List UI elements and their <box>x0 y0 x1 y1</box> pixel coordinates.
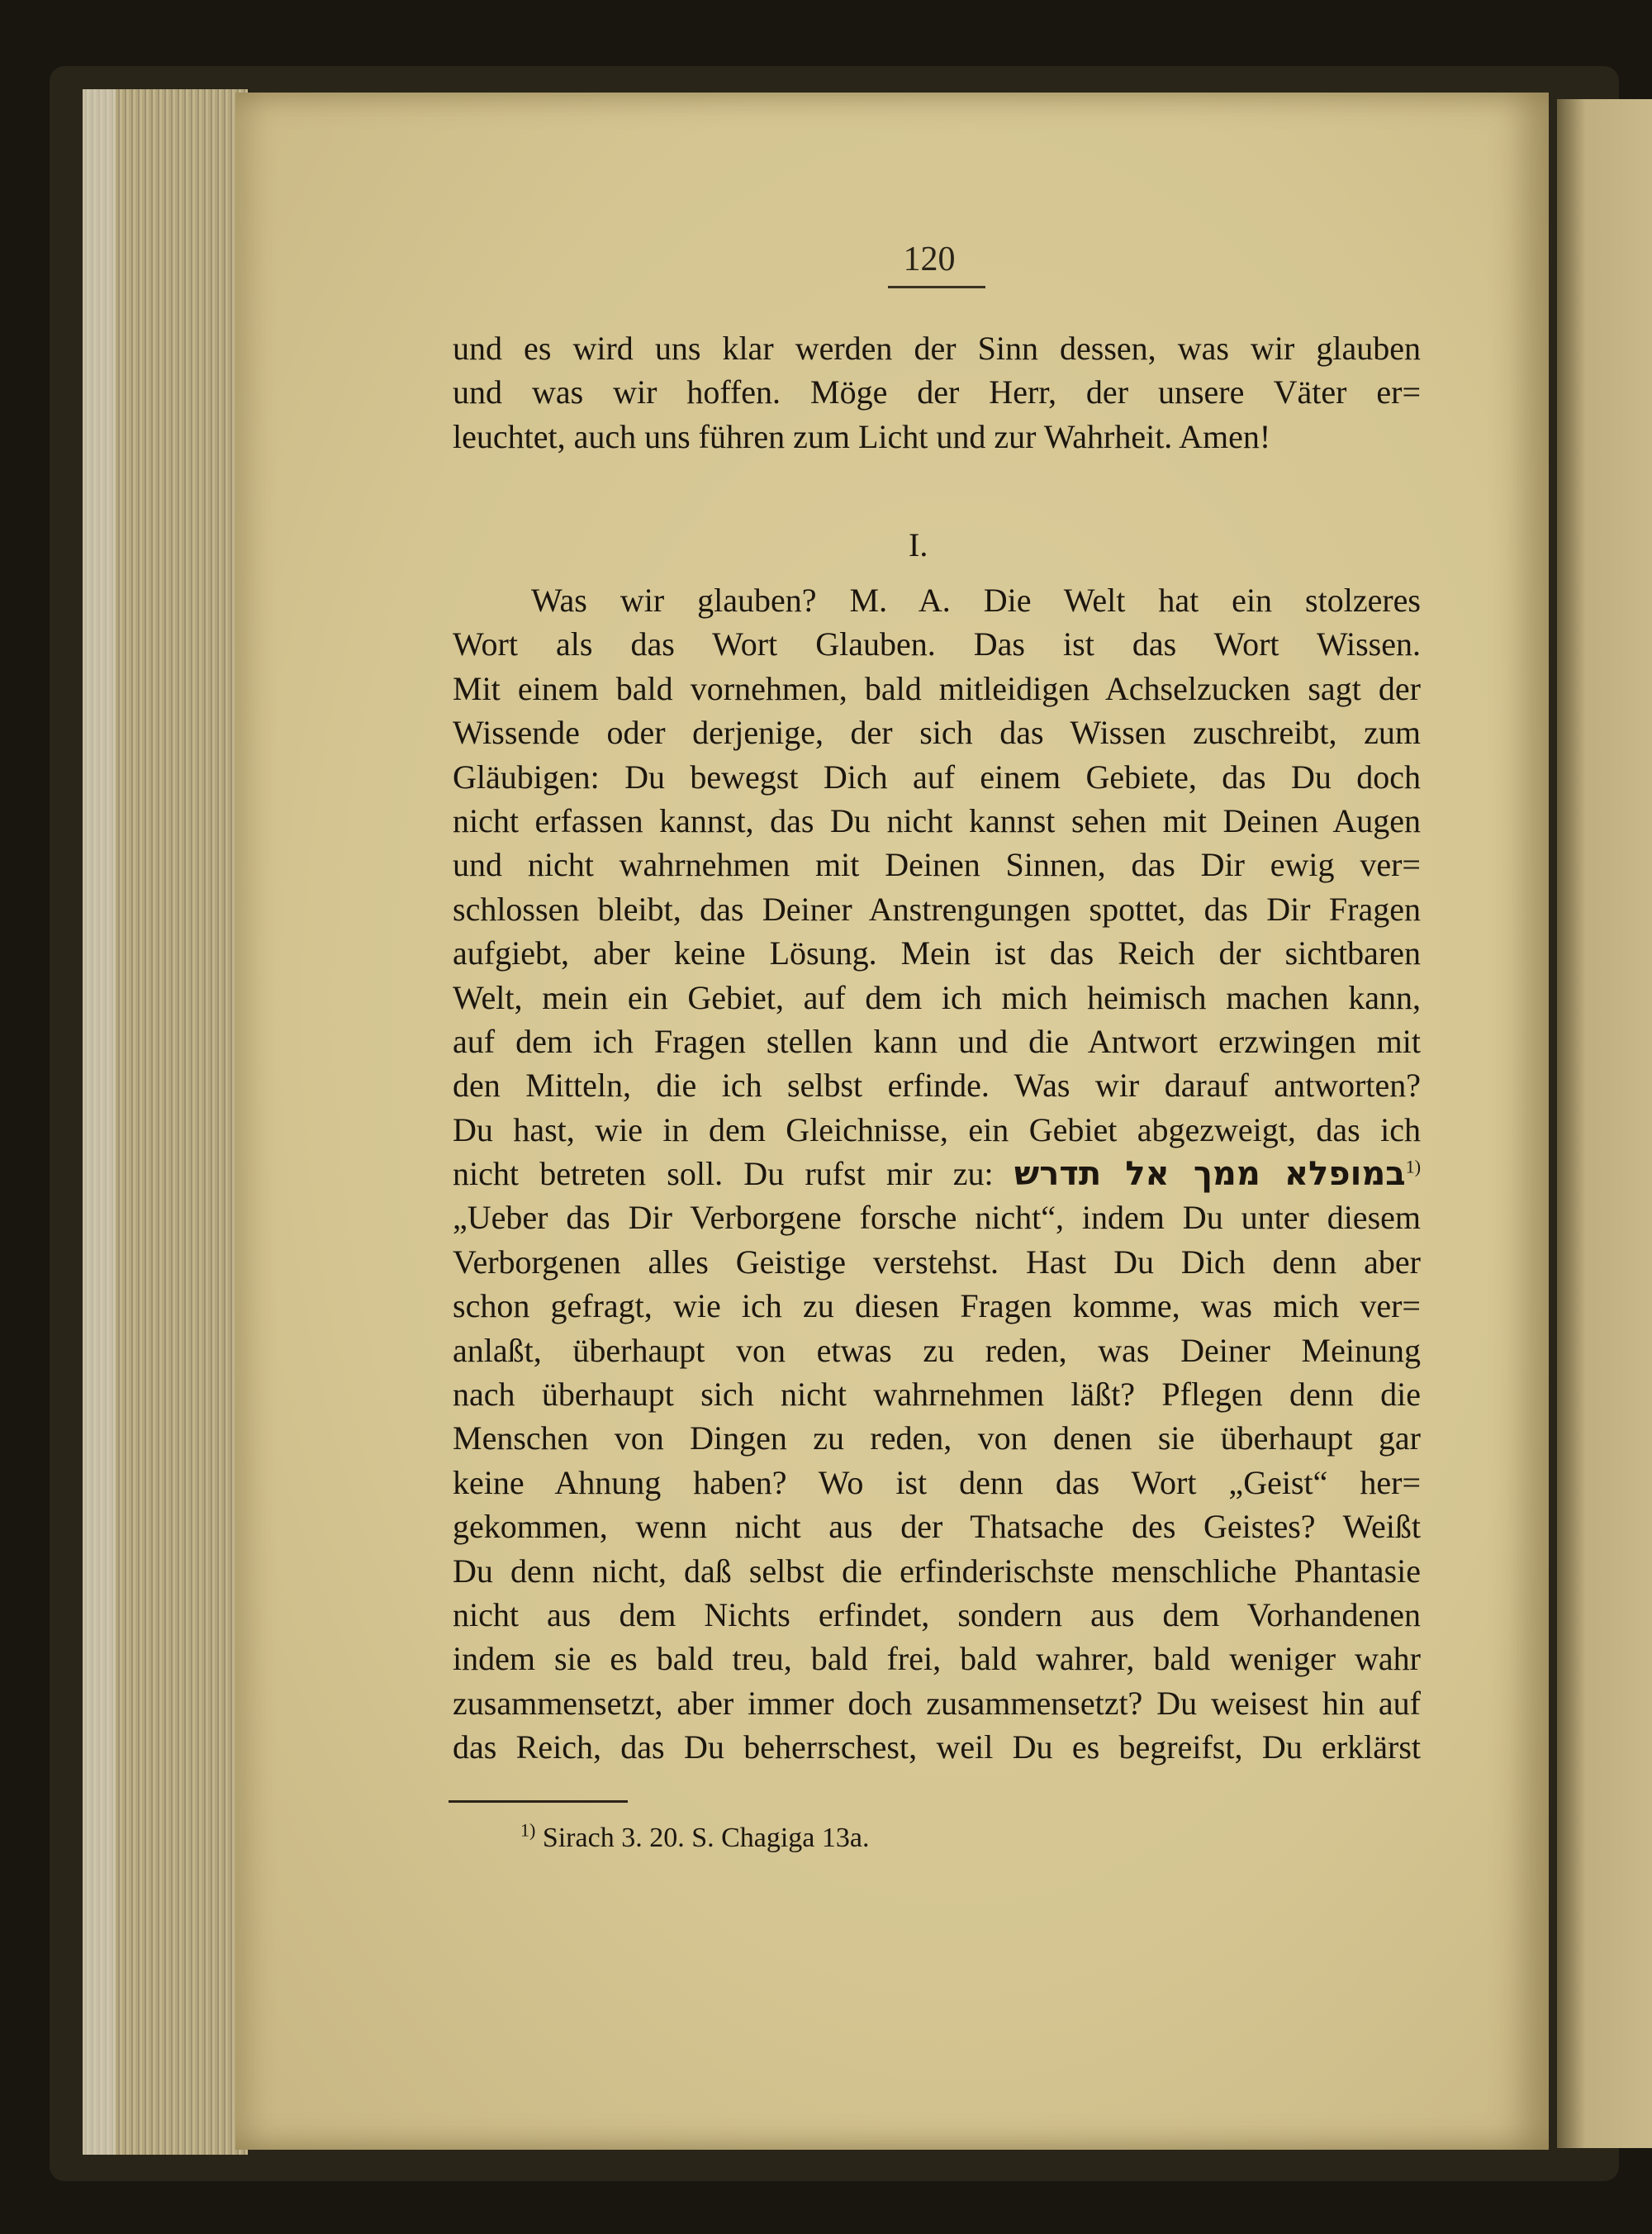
text-line: zusammensetzt, aber immer doch zusammensetzt? Du weisest hin auf <box>453 1684 1421 1722</box>
text-line: nach überhaupt sich nicht wahrnehmen läßt? Pflegen denn die <box>453 1376 1421 1414</box>
text-line: Du denn nicht, daß selbst die erfinderischste menschliche Phantasie <box>453 1552 1421 1590</box>
text-line: nicht aus dem Nichts erfindet, sondern aus dem Vorhandenen <box>453 1595 1421 1633</box>
page-number-rule <box>888 286 985 288</box>
hebrew-quote: במופלא ממך אל תדרש <box>1014 1155 1406 1194</box>
text-line: auf dem ich Fragen stellen kann und die Antwort erzwingen mit <box>453 1022 1421 1060</box>
body-paragraph <box>453 578 1421 1770</box>
footnote-number: 1) <box>520 1819 536 1841</box>
text-line: Verborgenen alles Geistige verstehst. Hast Du Dich denn aber <box>453 1243 1421 1281</box>
footnote-text: Sirach 3. 20. S. Chagiga 13a. <box>542 1823 870 1853</box>
text-line: und es wird uns klar werden der Sinn dessen, was wir glauben <box>453 330 1421 367</box>
text-line-german: nicht betreten soll. Du rufst mir zu: <box>453 1155 994 1193</box>
text-line: indem sie es bald treu, bald frei, bald wahrer, bald weniger wahr <box>453 1640 1421 1678</box>
text-line: und nicht wahrnehmen mit Deinen Sinnen, das Dir ewig ver= <box>453 846 1421 884</box>
text-line: „Ueber das Dir Verborgene forsche nicht“, indem Du unter diesem <box>453 1199 1421 1237</box>
page-number: 120 <box>903 240 956 278</box>
text-line: gekommen, wenn nicht aus der Thatsache des Geistes? Weißt <box>453 1508 1421 1546</box>
page-stack-highlight <box>83 89 116 2155</box>
text-line: aufgiebt, aber keine Lösung. Mein ist das Reich der sichtbaren <box>453 934 1421 972</box>
text-line: und was wir hoffen. Möge der Herr, der unsere Väter er= <box>453 373 1421 411</box>
section-heading: I. <box>909 526 928 563</box>
text-line: keine Ahnung haben? Wo ist denn das Wort „Geist“ her= <box>453 1463 1421 1501</box>
intro-paragraph <box>453 326 1421 459</box>
footnote <box>520 1819 870 1854</box>
footnote-rule <box>449 1800 628 1803</box>
text-line: schlossen bleibt, das Deiner Anstrengungen spottet, das Dir Fragen <box>453 890 1421 928</box>
text-line: den Mitteln, die ich selbst erfinde. Was wir darauf antworten? <box>453 1067 1421 1105</box>
facing-page-edge <box>1557 99 1652 2148</box>
text-line-hebrew-quote <box>453 1152 1421 1195</box>
footnote-marker: 1) <box>1405 1156 1422 1177</box>
text-line: Welt, mein ein Gebiet, auf dem ich mich heimisch machen kann, <box>453 978 1421 1016</box>
text-line: Mit einem bald vornehmen, bald mitleidigen Achselzucken sagt der <box>453 669 1421 707</box>
text-line: Was wir glauben? M. A. Die Welt hat ein stolzeres <box>531 582 1421 619</box>
text-line: nicht erfassen kannst, das Du nicht kannst sehen mit Deinen Augen <box>453 801 1421 839</box>
text-line: Gläubigen: Du bewegst Dich auf einem Gebiete, das Du doch <box>453 758 1421 796</box>
text-line: Du hast, wie in dem Gleichnisse, ein Gebiet abgezweigt, das ich <box>453 1110 1421 1148</box>
text-line: Wissende oder derjenige, der sich das Wissen zuschreibt, zum <box>453 714 1421 752</box>
text-line: das Reich, das Du beherrschest, weil Du es begreifst, Du erklärst <box>453 1728 1421 1766</box>
text-line: schon gefragt, wie ich zu diesen Fragen komme, was mich ver= <box>453 1287 1421 1325</box>
text-line: Wort als das Wort Glauben. Das ist das Wort Wissen. <box>453 625 1421 663</box>
text-line: anlaßt, überhaupt von etwas zu reden, was Deiner Meinung <box>453 1331 1421 1369</box>
text-line: Menschen von Dingen zu reden, von denen sie überhaupt gar <box>453 1419 1421 1457</box>
text-line: leuchtet, auch uns führen zum Licht und zur Wahrheit. Amen! <box>453 417 1271 455</box>
